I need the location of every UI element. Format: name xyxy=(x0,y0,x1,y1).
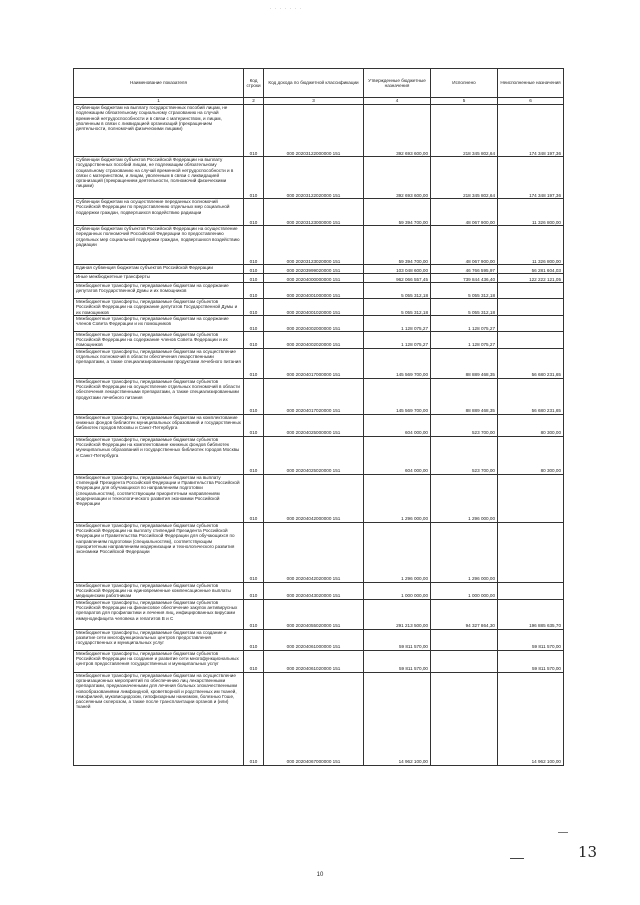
cell-indicator-name: Межбюджетные трансферты, передаваемые бюджетам на создание и развитие сети многофункциональных центров предоставления государственных и муниципальных услуг xyxy=(74,629,244,650)
cell-executed: 5 055 312,18 xyxy=(431,283,498,299)
table-row xyxy=(74,105,564,157)
cell-executed: 5 055 312,18 xyxy=(431,299,498,316)
cell-executed: 1 128 075,27 xyxy=(431,331,498,348)
cell-unexecuted: 56 281 604,03 xyxy=(498,265,564,274)
cell-unexecuted: 14 962 100,00 xyxy=(498,672,564,765)
cell-unexecuted: 174 348 197,36 xyxy=(498,157,564,199)
cell-indicator-name: Субвенции бюджетам на выплату государственных пособий лицам, не подлежащим обязательному социальному страхованию на случай временной нетрудоспособности и в связи с материнством, и лицам, уволенным в связи с ликвидацией организаций (прекращением деятельности, полномочий физическими лицами) xyxy=(74,105,244,157)
cell-income-code: 000 20204055020000 151 xyxy=(264,599,364,629)
cell-unexecuted: 80 300,00 xyxy=(498,414,564,436)
cell-executed: 46 766 595,97 xyxy=(431,265,498,274)
cell-income-code: 000 20203123000000 151 xyxy=(264,199,364,226)
budget-report-table xyxy=(73,68,564,766)
cell-executed: 1 128 075,27 xyxy=(431,315,498,331)
cell-indicator-name: Межбюджетные трансферты, передаваемые бюджетам на комплектование книжных фондов библиотек муниципальных образований и государственных библиотек городов Москвы и Санкт-Петербурга xyxy=(74,414,244,436)
cell-indicator-name: Субвенции бюджетам на осуществление переданных полномочий Российской Федерации по предоставлению отдельных мер социальной поддержки граждан, подвергшихся воздействию радиации xyxy=(74,199,244,226)
cell-executed: 1 296 000,00 xyxy=(431,474,498,522)
cell-line-code: 010 xyxy=(244,348,264,378)
cell-approved: 1 296 000,00 xyxy=(364,522,431,582)
cell-unexecuted xyxy=(498,582,564,599)
corner-sheet-number: 13 xyxy=(578,843,598,861)
cell-indicator-name: Иные межбюджетные трансферты xyxy=(74,274,244,283)
table-row xyxy=(74,283,564,299)
cell-indicator-name: Единая субвенция бюджетам субъектов Российской Федерации xyxy=(74,265,244,274)
cell-line-code: 010 xyxy=(244,474,264,522)
cell-unexecuted: 174 348 197,36 xyxy=(498,105,564,157)
cell-line-code: 010 xyxy=(244,436,264,474)
cell-income-code: 000 20204001020000 151 xyxy=(264,299,364,316)
table-row xyxy=(74,157,564,199)
table-row xyxy=(74,629,564,650)
table-row xyxy=(74,474,564,522)
cell-indicator-name: Межбюджетные трансферты, передаваемые бюджетам субъектов Российской Федерации на комплектование книжных фондов библиотек муниципальных образований и государственных библиотек городов Москвы и Санкт-Петербурга xyxy=(74,436,244,474)
table-row xyxy=(74,226,564,265)
column-number: 6 xyxy=(498,98,564,105)
cell-approved: 59 394 700,00 xyxy=(364,199,431,226)
cell-approved: 962 066 557,45 xyxy=(364,274,431,283)
column-number: 4 xyxy=(364,98,431,105)
cell-income-code: 000 20203999020000 151 xyxy=(264,265,364,274)
cell-income-code: 000 20204061000000 151 xyxy=(264,629,364,650)
column-number: 1 xyxy=(74,98,244,105)
cell-indicator-name: Межбюджетные трансферты, передаваемые бюджетам на содержание депутатов Государственной Думы и их помощников xyxy=(74,283,244,299)
cell-income-code: 000 20204002000000 151 xyxy=(264,315,364,331)
cell-line-code: 010 xyxy=(244,283,264,299)
cell-approved: 1 128 075,27 xyxy=(364,331,431,348)
header-line-code: Код строки xyxy=(244,69,264,98)
cell-indicator-name: Межбюджетные трансферты, передаваемые бюджетам на содержание членов Совета Федерации и их помощников xyxy=(74,315,244,331)
cell-approved: 5 055 312,18 xyxy=(364,299,431,316)
cell-executed: 94 327 864,30 xyxy=(431,599,498,629)
cell-line-code: 010 xyxy=(244,157,264,199)
header-row xyxy=(74,69,564,98)
cell-indicator-name: Межбюджетные трансферты, передаваемые бюджетам на выплату стипендий Президента Российской Федерации и Правительства Российской Федерации для обучающихся по направлениям подготовки (специальностям), соответствующим приоритетным направлениям модернизации и технологического развития экономики Российской Федерации xyxy=(74,474,244,522)
cell-approved: 14 962 100,00 xyxy=(364,672,431,765)
cell-indicator-name: Межбюджетные трансферты, передаваемые бюджетам субъектов Российской Федерации на создание и развитие сети многофункциональных центров предоставления государственных и муниципальных услуг xyxy=(74,650,244,672)
cell-unexecuted: 56 680 231,65 xyxy=(498,378,564,414)
cell-unexecuted: 196 885 635,70 xyxy=(498,599,564,629)
cell-line-code: 010 xyxy=(244,650,264,672)
page-number: 10 xyxy=(316,872,324,878)
header-executed: Исполнено xyxy=(431,69,498,98)
cell-unexecuted xyxy=(498,522,564,582)
cell-executed: 1 000 000,00 xyxy=(431,582,498,599)
column-number: 5 xyxy=(431,98,498,105)
scan-top-mark: · · · · · · · xyxy=(269,6,303,12)
table-row xyxy=(74,348,564,378)
cell-line-code: 010 xyxy=(244,331,264,348)
cell-indicator-name: Межбюджетные трансферты, передаваемые бюджетам субъектов Российской Федерации на содержание депутатов Государственной Думы и их помощников xyxy=(74,299,244,316)
table-row xyxy=(74,414,564,436)
table-row xyxy=(74,299,564,316)
cell-income-code: 000 20204025020000 151 xyxy=(264,436,364,474)
cell-unexecuted xyxy=(498,315,564,331)
cell-income-code: 000 20203123020000 151 xyxy=(264,226,364,265)
column-number-row xyxy=(74,98,564,105)
cell-income-code: 000 20204017000000 151 xyxy=(264,348,364,378)
cell-line-code: 010 xyxy=(244,105,264,157)
cell-approved: 59 811 570,00 xyxy=(364,650,431,672)
table-row xyxy=(74,378,564,414)
cell-line-code: 010 xyxy=(244,199,264,226)
cell-line-code: 010 xyxy=(244,414,264,436)
column-number: 2 xyxy=(244,98,264,105)
cell-executed: 218 345 802,64 xyxy=(431,105,498,157)
cell-approved: 59 811 570,00 xyxy=(364,629,431,650)
cell-executed: 739 844 436,40 xyxy=(431,274,498,283)
cell-income-code: 000 20203122000000 151 xyxy=(264,105,364,157)
cell-executed xyxy=(431,629,498,650)
cell-income-code: 000 20203122020000 151 xyxy=(264,157,364,199)
cell-executed: 523 700,00 xyxy=(431,414,498,436)
cell-line-code: 010 xyxy=(244,274,264,283)
cell-unexecuted: 59 811 570,00 xyxy=(498,650,564,672)
cell-approved: 1 000 000,00 xyxy=(364,582,431,599)
cell-approved: 604 000,00 xyxy=(364,414,431,436)
cell-income-code: 000 20204042000000 151 xyxy=(264,474,364,522)
cell-approved: 145 569 700,00 xyxy=(364,348,431,378)
table-row xyxy=(74,331,564,348)
cell-executed: 88 889 468,35 xyxy=(431,378,498,414)
cell-executed: 523 700,00 xyxy=(431,436,498,474)
cell-indicator-name: Субвенции бюджетам субъектов Российской Федерации на осуществление переданных полномочий Российской Федерации по предоставлению отдельных мер социальной поддержки граждан, подвергшихся воздействию радиации xyxy=(74,226,244,265)
cell-indicator-name: Межбюджетные трансферты, передаваемые бюджетам субъектов Российской Федерации на выплату стипендий Президента Российской Федерации и Правительства Российской Федерации для обучающихся по направлениям подготовки (специальностям), соответствующим приоритетным направлениям модернизации и технологического развития экономики Российской Федерации xyxy=(74,522,244,582)
cell-approved: 604 000,00 xyxy=(364,436,431,474)
cell-line-code: 010 xyxy=(244,265,264,274)
cell-income-code: 000 20204001000000 151 xyxy=(264,283,364,299)
cell-approved: 5 055 312,18 xyxy=(364,283,431,299)
cell-executed: 1 296 000,00 xyxy=(431,522,498,582)
cell-income-code: 000 20204002020000 151 xyxy=(264,331,364,348)
cell-income-code: 000 20204043020000 151 xyxy=(264,582,364,599)
cell-indicator-name: Субвенции бюджетам субъектов Российской Федерации на выплату государственных пособий лицам, не подлежащим обязательному социальному страхованию на случай временной нетрудоспособности и в связи с материнством, и лицам, уволенным в связи с ликвидацией организаций (прекращением деятельности, полномочий физическими лицами) xyxy=(74,157,244,199)
cell-executed: 48 067 900,00 xyxy=(431,226,498,265)
cell-line-code: 010 xyxy=(244,672,264,765)
header-indicator-name: Наименование показателя xyxy=(74,69,244,98)
cell-line-code: 010 xyxy=(244,582,264,599)
cell-indicator-name: Межбюджетные трансферты, передаваемые бюджетам субъектов Российской Федерации на содержание членов Совета Федерации и их помощников xyxy=(74,331,244,348)
table-row xyxy=(74,274,564,283)
cell-line-code: 010 xyxy=(244,299,264,316)
cell-income-code: 000 20204017020000 151 xyxy=(264,378,364,414)
cell-indicator-name: Межбюджетные трансферты, передаваемые бюджетам субъектов Российской Федерации на финансовое обеспечение закупок антивирусных препаратов для профилактики и лечения лиц, инфицированных вирусами иммунодефицита человека и гепатитов B и C xyxy=(74,599,244,629)
cell-executed: 48 067 900,00 xyxy=(431,199,498,226)
cell-income-code: 000 20204000000000 151 xyxy=(264,274,364,283)
cell-indicator-name: Межбюджетные трансферты, передаваемые бюджетам на осуществление отдельных полномочий в области обеспечения лекарственными препаратами, а также специализированными продуктами лечебного питания xyxy=(74,348,244,378)
table-row xyxy=(74,522,564,582)
cell-executed: 218 345 802,64 xyxy=(431,157,498,199)
cell-unexecuted: 56 680 231,65 xyxy=(498,348,564,378)
cell-executed: 88 889 468,35 xyxy=(431,348,498,378)
cell-line-code: 010 xyxy=(244,599,264,629)
cell-indicator-name: Межбюджетные трансферты, передаваемые бюджетам на осуществление организационных мероприятий по обеспечению лиц лекарственными препаратами, предназначенными для лечения больных злокачественными новообразованиями лимфоидной, кроветворной и родственных им тканей, гемофилией, муковисцидозом, гипофизарным нанизмом, болезнью Гоше, рассеянным склерозом, а также после трансплантации органов и (или) тканей xyxy=(74,672,244,765)
cell-income-code: 000 20204042020000 151 xyxy=(264,522,364,582)
scan-mark xyxy=(558,832,568,833)
table-row xyxy=(74,315,564,331)
cell-executed xyxy=(431,672,498,765)
cell-approved: 392 693 600,00 xyxy=(364,157,431,199)
column-number: 3 xyxy=(264,98,364,105)
cell-approved: 103 048 600,00 xyxy=(364,265,431,274)
header-income-code: Код дохода по бюджетной классификации xyxy=(264,69,364,98)
cell-unexecuted xyxy=(498,283,564,299)
header-unexecuted: Неисполненные назначения xyxy=(498,69,564,98)
cell-line-code: 010 xyxy=(244,522,264,582)
cell-unexecuted: 80 300,00 xyxy=(498,436,564,474)
cell-approved: 145 569 700,00 xyxy=(364,378,431,414)
cell-unexecuted: 11 326 800,00 xyxy=(498,199,564,226)
cell-income-code: 000 20204061020000 151 xyxy=(264,650,364,672)
cell-indicator-name: Межбюджетные трансферты, передаваемые бюджетам субъектов Российской Федерации на осуществление отдельных полномочий в области обеспечения лекарственными препаратами, а также специализированными продуктами лечебного питания xyxy=(74,378,244,414)
table-row xyxy=(74,582,564,599)
table-row xyxy=(74,599,564,629)
table-row xyxy=(74,672,564,765)
cell-line-code: 010 xyxy=(244,378,264,414)
cell-approved: 392 693 600,00 xyxy=(364,105,431,157)
cell-approved: 1 296 000,00 xyxy=(364,474,431,522)
cell-income-code: 000 20204025000000 151 xyxy=(264,414,364,436)
table-row xyxy=(74,650,564,672)
table-row xyxy=(74,199,564,226)
cell-indicator-name: Межбюджетные трансферты, передаваемые бюджетам субъектов Российской Федерации на единовременные компенсационные выплаты медицинским работникам xyxy=(74,582,244,599)
cell-unexecuted xyxy=(498,474,564,522)
cell-line-code: 010 xyxy=(244,315,264,331)
cell-unexecuted: 59 811 570,00 xyxy=(498,629,564,650)
cell-approved: 59 394 700,00 xyxy=(364,226,431,265)
cell-unexecuted xyxy=(498,331,564,348)
table-row xyxy=(74,436,564,474)
cell-unexecuted: 122 222 121,05 xyxy=(498,274,564,283)
cell-approved: 291 213 500,00 xyxy=(364,599,431,629)
scan-mark xyxy=(510,858,524,859)
cell-income-code: 000 20204067000000 151 xyxy=(264,672,364,765)
cell-line-code: 010 xyxy=(244,226,264,265)
cell-executed xyxy=(431,650,498,672)
table-row xyxy=(74,265,564,274)
cell-line-code: 010 xyxy=(244,629,264,650)
cell-unexecuted xyxy=(498,299,564,316)
header-approved: Утвержденные бюджетные назначения xyxy=(364,69,431,98)
cell-approved: 1 128 075,27 xyxy=(364,315,431,331)
cell-unexecuted: 11 326 800,00 xyxy=(498,226,564,265)
